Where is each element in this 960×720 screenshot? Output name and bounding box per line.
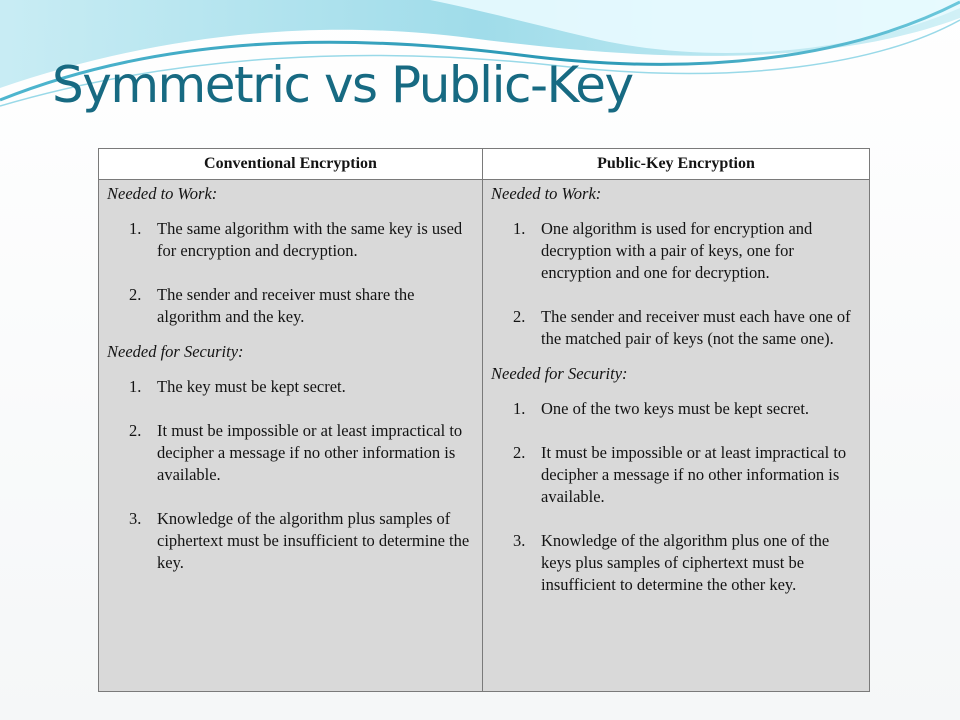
header-conventional: Conventional Encryption bbox=[99, 149, 483, 180]
list-item: 1. One algorithm is used for encryption and decryption with a pair of keys, one for encryption and one for decryption. bbox=[513, 219, 813, 282]
header-public-key: Public-Key Encryption bbox=[483, 149, 870, 180]
conventional-cell bbox=[99, 180, 483, 692]
right-security-heading: Needed for Security: bbox=[491, 364, 628, 383]
left-work-heading: Needed to Work: bbox=[107, 184, 218, 203]
list-item: 2. It must be impossible or at least impractical to decipher a message if no other information is available. bbox=[129, 421, 463, 484]
right-security-list bbox=[491, 398, 861, 596]
list-item: 2. The sender and receiver must share the algorithm and the key. bbox=[129, 285, 415, 326]
list-item: 3. Knowledge of the algorithm plus one of the keys plus samples of ciphertext must be insufficient to determine the other key. bbox=[513, 531, 830, 594]
list-item: 1. The same algorithm with the same key is used for encryption and decryption. bbox=[129, 219, 463, 260]
right-work-list bbox=[491, 218, 861, 350]
left-work-list bbox=[107, 218, 474, 328]
public-key-cell bbox=[483, 180, 870, 692]
list-item: 1. The key must be kept secret. bbox=[129, 377, 346, 396]
left-security-list bbox=[107, 376, 474, 574]
list-item: 3. Knowledge of the algorithm plus samples of ciphertext must be insufficient to determine the key. bbox=[129, 509, 470, 572]
right-work-heading: Needed to Work: bbox=[491, 184, 602, 203]
left-security-heading: Needed for Security: bbox=[107, 342, 244, 361]
table-body-row bbox=[99, 180, 870, 692]
table-header-row bbox=[99, 149, 870, 180]
slide-title: Symmetric vs Public-Key bbox=[52, 56, 633, 114]
list-item: 2. The sender and receiver must each have one of the matched pair of keys (not the same one). bbox=[513, 307, 851, 348]
list-item: 2. It must be impossible or at least impractical to decipher a message if no other information is available. bbox=[513, 443, 847, 506]
comparison-table bbox=[98, 148, 870, 692]
list-item: 1. One of the two keys must be kept secret. bbox=[513, 399, 810, 418]
